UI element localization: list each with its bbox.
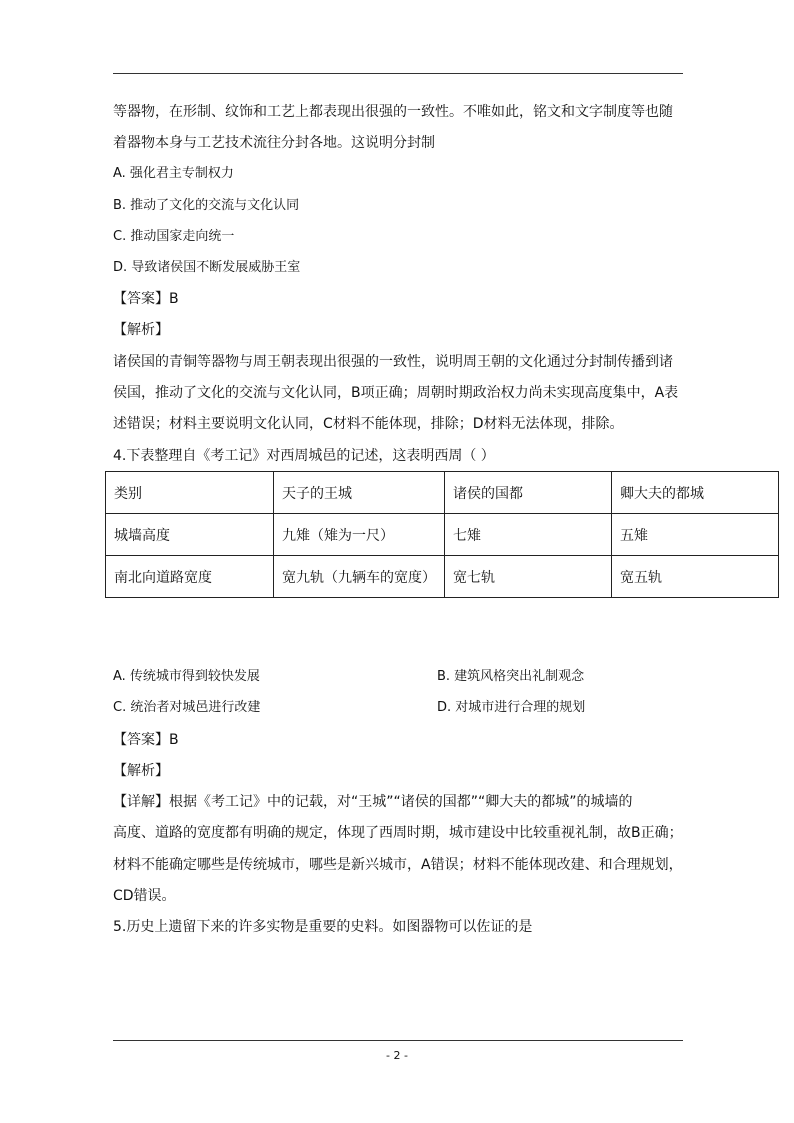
detail-line: 高度、道路的宽度都有明确的规定，体现了西周时期，城市建设中比较重视礼制，故B正确； [113, 825, 683, 841]
option-b: B. 推动了文化的交流与文化认同 [113, 198, 300, 213]
option-d: D. 导致诸侯国不断发展威胁王室 [113, 260, 301, 275]
analysis-line: 侯国，推动了文化的交流与文化认同，B项正确；周朝时期政治权力尚未实现高度集中，A表 [113, 385, 679, 401]
question-4-stem: 4.下表整理自《考工记》对西周城邑的记述，这表明西周（ ） [113, 448, 495, 464]
analysis-line: 诸侯国的青铜等器物与周王朝表现出很强的一致性，说明周王朝的文化通过分封制传播到诸 [113, 354, 673, 370]
detail-line: 材料不能确定哪些是传统城市，哪些是新兴城市，A错误；材料不能体现改建、和合理规划， [113, 857, 683, 873]
table-cell: 九雉（雉为一尺） [274, 514, 445, 556]
question-5-stem: 5.历史上遗留下来的许多实物是重要的史料。如图器物可以佐证的是 [113, 919, 533, 935]
table-cell: 五雉 [612, 514, 779, 556]
option-a: A. 强化君主专制权力 [113, 166, 234, 181]
option-c: C. 推动国家走向统一 [113, 229, 235, 244]
table-cell: 宽七轨 [445, 556, 612, 598]
record-table [105, 471, 779, 598]
option-a: A. 传统城市得到较快发展 [113, 669, 260, 684]
table-row [106, 514, 779, 556]
analysis-line: 述错误；材料主要说明文化认同，C材料不能体现，排除；D材料无法体现，排除。 [113, 416, 624, 432]
paragraph-line: 着器物本身与工艺技术流往分封各地。这说明分封制 [113, 135, 435, 151]
answer-label: 【答案】B [113, 291, 179, 307]
table-header-row [106, 472, 779, 514]
table-cell: 宽五轨 [612, 556, 779, 598]
header-rule [113, 73, 683, 74]
detail-line: CD错误。 [113, 888, 176, 904]
table-header-cell: 卿大夫的都城 [612, 472, 779, 514]
table-cell: 七雉 [445, 514, 612, 556]
table-header-cell: 诸侯的国都 [445, 472, 612, 514]
option-c: C. 统治者对城邑进行改建 [113, 700, 261, 715]
option-b: B. 建筑风格突出礼制观念 [437, 669, 585, 684]
answer-label: 【答案】B [113, 732, 179, 748]
analysis-label: 【解析】 [113, 322, 169, 338]
paragraph-line: 等器物，在形制、纹饰和工艺上都表现出很强的一致性。不唯如此，铭文和文字制度等也随 [113, 104, 673, 120]
table-cell: 宽九轨（九辆车的宽度） [274, 556, 445, 598]
table-header-cell: 类别 [106, 472, 274, 514]
analysis-label: 【解析】 [113, 763, 169, 779]
footer-rule [113, 1040, 683, 1041]
table-row [106, 556, 779, 598]
table-header-cell: 天子的王城 [274, 472, 445, 514]
page-number: - 2 - [386, 1049, 408, 1062]
option-d: D. 对城市进行合理的规划 [437, 700, 586, 715]
table-cell: 城墙高度 [106, 514, 274, 556]
table-cell: 南北向道路宽度 [106, 556, 274, 598]
detail-line: 【详解】根据《考工记》中的记载，对“王城”“诸侯的国都”“卿大夫的都城”的城墙的 [113, 794, 633, 810]
